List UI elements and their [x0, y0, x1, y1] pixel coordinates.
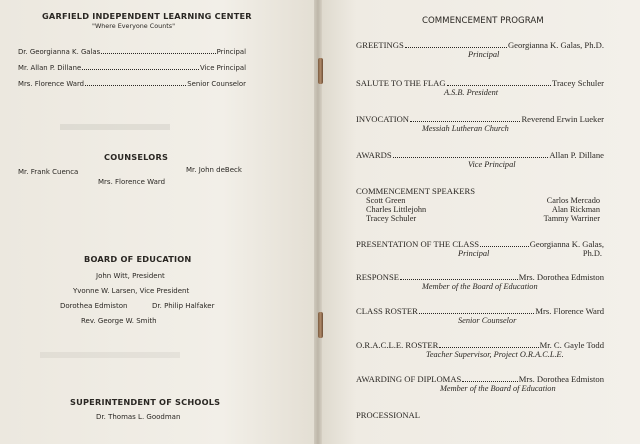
program-item-title: SALUTE TO THE FLAG — [356, 78, 446, 88]
program-item-diplomas — [356, 374, 604, 393]
counselor-name: Mrs. Florence Ward — [98, 178, 166, 186]
superintendent-heading: SUPERINTENDENT OF SCHOOLS — [70, 397, 221, 407]
program-item-oracle-roster — [356, 340, 604, 359]
program-item-invocation — [356, 114, 604, 133]
staff-name: Mrs. Florence Ward — [18, 80, 85, 88]
program-item-person: Allan P. Dillane — [549, 150, 604, 160]
staff-role: Senior Counselor — [187, 80, 246, 88]
program-item-role: Vice Principal — [468, 160, 516, 169]
program-item-degree: Ph.D. — [582, 249, 602, 258]
dot-leader — [462, 381, 517, 382]
program-item-role: Member of the Board of Education — [422, 282, 538, 291]
program-item-class-roster — [356, 306, 604, 325]
speaker-row — [356, 205, 604, 214]
speaker-row — [356, 196, 604, 205]
program-item-title: INVOCATION — [356, 114, 409, 124]
show-through-mark — [40, 352, 180, 358]
speaker-row — [356, 214, 604, 223]
superintendent-name: Dr. Thomas L. Goodman — [96, 413, 181, 421]
program-item-title: RESPONSE — [356, 272, 399, 282]
counselor-name: Mr. John deBeck — [186, 166, 242, 174]
school-name: GARFIELD INDEPENDENT LEARNING CENTER — [42, 11, 252, 21]
program-title: COMMENCEMENT PROGRAM — [422, 16, 544, 26]
program-item-salute — [356, 78, 604, 97]
program-item-response — [356, 272, 604, 291]
counselor-name: Mr. Frank Cuenca — [18, 168, 79, 176]
speaker-name: Alan Rickman — [551, 205, 600, 214]
speaker-name: Charles Littlejohn — [366, 205, 427, 214]
program-item-person: Reverend Erwin Lueker — [521, 114, 604, 124]
dot-leader — [393, 157, 549, 158]
program-item-greetings — [356, 40, 604, 59]
dot-leader — [101, 53, 215, 54]
program-item-title: GREETINGS — [356, 40, 404, 50]
program-item-title: O.R.A.C.L.E. ROSTER — [356, 340, 439, 350]
speaker-name: Carlos Mercado — [546, 196, 600, 205]
program-item-title: COMMENCEMENT SPEAKERS — [356, 186, 475, 196]
program-item-person: Mr. C. Gayle Todd — [539, 340, 604, 350]
program-item-awards — [356, 150, 604, 169]
program-item-role: A.S.B. President — [444, 88, 499, 97]
dot-leader — [419, 313, 535, 314]
program-item-speakers — [356, 186, 604, 223]
counselors-heading: COUNSELORS — [104, 152, 169, 162]
program-item-role: Member of the Board of Education — [440, 384, 556, 393]
board-member: Yvonne W. Larsen, Vice President — [73, 287, 190, 295]
board-member: Dorothea Edmiston — [60, 302, 128, 310]
program-item-person: Mrs. Florence Ward — [535, 306, 604, 316]
speaker-name: Tracey Schuler — [366, 214, 417, 223]
program-page — [318, 0, 640, 444]
staff-name: Mr. Allan P. Dillane — [18, 64, 82, 72]
program-item-role: Senior Counselor — [458, 316, 517, 325]
staff-role: Principal — [216, 48, 246, 56]
staff-row — [18, 80, 246, 88]
dot-leader — [85, 85, 186, 86]
program-item-subline — [356, 249, 604, 258]
speaker-name: Tammy Warriner — [543, 214, 600, 223]
speaker-name: Scott Green — [366, 196, 406, 205]
program-item-title: AWARDS — [356, 150, 392, 160]
program-item-title: CLASS ROSTER — [356, 306, 418, 316]
dot-leader — [405, 47, 507, 48]
board-heading: BOARD OF EDUCATION — [84, 254, 192, 264]
dot-leader — [480, 246, 529, 247]
dot-leader — [439, 347, 538, 348]
dot-leader — [410, 121, 520, 122]
program-item-person: Mrs. Dorothea Edmiston — [518, 272, 604, 282]
board-member: John Witt, President — [96, 272, 165, 280]
staff-row — [18, 48, 246, 56]
program-item-role: Principal — [468, 50, 500, 59]
program-item-role: Principal — [458, 249, 490, 258]
program-item-title: AWARDING OF DIPLOMAS — [356, 374, 462, 384]
program-item-person: Georgianna K. Galas, Ph.D. — [507, 40, 604, 50]
board-member: Rev. George W. Smith — [81, 317, 157, 325]
staff-name: Dr. Georgianna K. Galas — [18, 48, 101, 56]
dot-leader — [447, 85, 552, 86]
school-motto: "Where Everyone Counts" — [92, 22, 176, 30]
dot-leader — [82, 69, 199, 70]
program-item-presentation — [356, 239, 604, 258]
board-member: Dr. Philip Halfaker — [152, 302, 215, 310]
staff-role: Vice Principal — [199, 64, 246, 72]
program-item-person: Mrs. Dorothea Edmiston — [518, 374, 604, 384]
program-item-processional: PROCESSIONAL — [356, 410, 420, 420]
program-item-person: Tracey Schuler — [552, 78, 604, 88]
staff-row — [18, 64, 246, 72]
program-item-person: Georgianna K. Galas, — [529, 239, 604, 249]
program-item-role: Teacher Supervisor, Project O.R.A.C.L.E. — [426, 350, 564, 359]
show-through-mark — [60, 124, 170, 130]
program-item-title: PRESENTATION OF THE CLASS — [356, 239, 480, 249]
dot-leader — [400, 279, 518, 280]
program-item-role: Messiah Lutheran Church — [422, 124, 509, 133]
